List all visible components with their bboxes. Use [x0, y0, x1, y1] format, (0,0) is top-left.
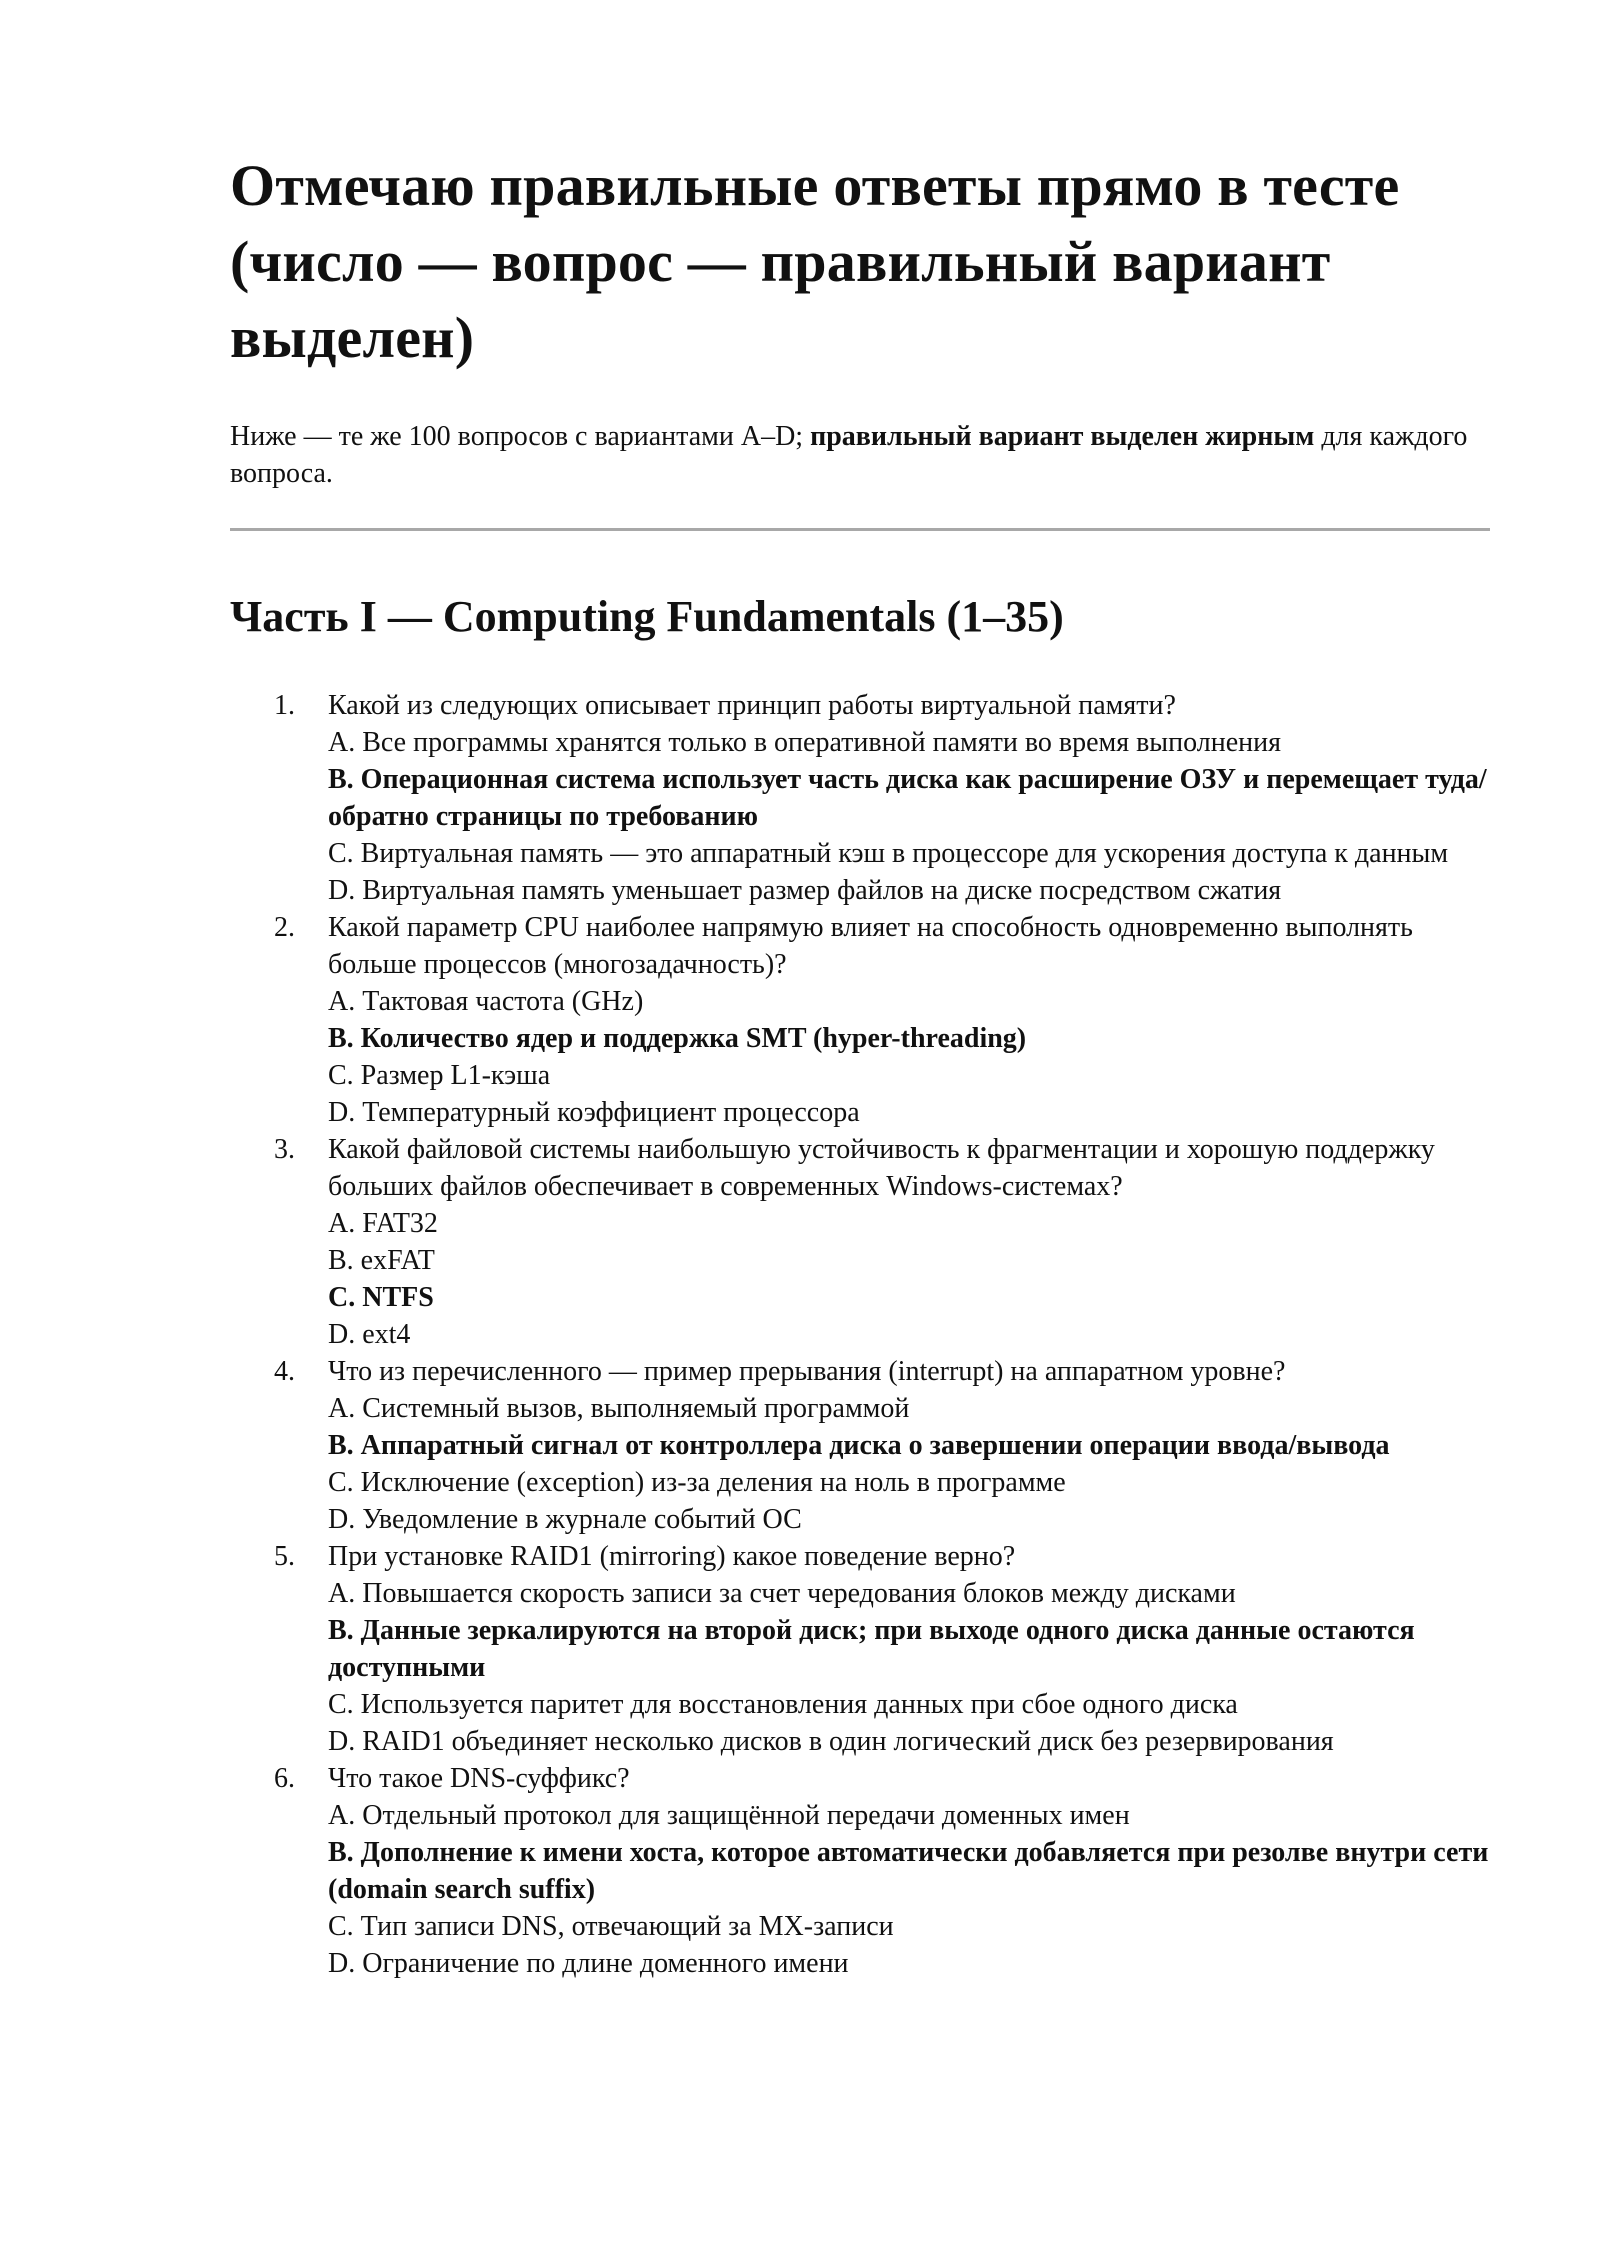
answer-option-correct: B. Дополнение к имени хоста, которое автоматически добавляется при резолве внутри сети (domain search suffix)	[328, 1837, 1489, 1905]
question-item	[230, 1760, 1490, 1982]
intro-text-end: для каждого вопроса.	[230, 421, 1468, 489]
intro-text: Ниже — те же 100 вопросов с вариантами A–D;	[230, 421, 811, 452]
question-text: При установке RAID1 (mirroring) какое поведение верно?	[328, 1541, 1016, 1572]
question-number: 2.	[274, 912, 295, 943]
answer-option: C. Тип записи DNS, отвечающий за MX-записи	[328, 1911, 894, 1942]
answer-option-correct: B. Данные зеркалируются на второй диск; при выходе одного диска данные остаются доступными	[328, 1615, 1415, 1683]
answer-option: D. Виртуальная память уменьшает размер файлов на диске посредством сжатия	[328, 875, 1282, 906]
question-text: Какой файловой системы наибольшую устойчивость к фрагментации и хорошую поддержку больших файлов обеспечивает в современных Windows-системах?	[328, 1134, 1435, 1202]
answer-option: D. Температурный коэффициент процессора	[328, 1097, 860, 1128]
intro-paragraph	[230, 418, 1490, 492]
answer-option-correct: B. Аппаратный сигнал от контроллера диска о завершении операции ввода/вывода	[328, 1430, 1390, 1461]
answer-option-correct: C. NTFS	[328, 1282, 434, 1313]
answer-option: C. Исключение (exception) из-за деления на ноль в программе	[328, 1467, 1066, 1498]
question-text: Какой параметр CPU наиболее напрямую влияет на способность одновременно выполнять больше процессов (многозадачность)?	[328, 912, 1413, 980]
answer-option: A. Повышается скорость записи за счет чередования блоков между дисками	[328, 1578, 1236, 1609]
question-text: Какой из следующих описывает принцип работы виртуальной памяти?	[328, 690, 1176, 721]
section-heading: Часть I — Computing Fundamentals (1–35)	[230, 592, 1064, 641]
question-number: 5.	[274, 1541, 295, 1572]
answer-option: D. RAID1 объединяет несколько дисков в один логический диск без резервирования	[328, 1726, 1334, 1757]
question-item	[230, 1131, 1490, 1353]
question-text: Что из перечисленного — пример прерывания (interrupt) на аппаратном уровне?	[328, 1356, 1286, 1387]
answer-option: D. Ограничение по длине доменного имени	[328, 1948, 849, 1979]
question-text: Что такое DNS-суффикс?	[328, 1763, 630, 1794]
question-item	[230, 1353, 1490, 1538]
question-item	[230, 687, 1490, 909]
answer-option: D. ext4	[328, 1319, 411, 1350]
answer-option: A. FAT32	[328, 1208, 438, 1239]
question-number: 1.	[274, 690, 295, 721]
answer-option: D. Уведомление в журнале событий ОС	[328, 1504, 802, 1535]
answer-option: A. Системный вызов, выполняемый программой	[328, 1393, 910, 1424]
answer-option: C. Размер L1-кэша	[328, 1060, 551, 1091]
horizontal-divider	[230, 528, 1490, 531]
question-number: 4.	[274, 1356, 295, 1387]
answer-option: C. Используется паритет для восстановления данных при сбое одного диска	[328, 1689, 1238, 1720]
document-title: Отмечаю правильные ответы прямо в тесте (число — вопрос — правильный вариант выделен)	[230, 153, 1400, 370]
question-item	[230, 909, 1490, 1131]
question-number: 6.	[274, 1763, 295, 1794]
answer-option: B. exFAT	[328, 1245, 435, 1276]
answer-option: A. Отдельный протокол для защищённой передачи доменных имен	[328, 1800, 1130, 1831]
answer-option: A. Все программы хранятся только в оперативной памяти во время выполнения	[328, 727, 1281, 758]
question-number: 3.	[274, 1134, 295, 1165]
question-item	[230, 1538, 1490, 1760]
intro-bold-text: правильный вариант выделен жирным	[810, 421, 1315, 452]
answer-option-correct: B. Количество ядер и поддержка SMT (hyper-threading)	[328, 1023, 1027, 1054]
answer-option: A. Тактовая частота (GHz)	[328, 986, 644, 1017]
answer-option: C. Виртуальная память — это аппаратный кэш в процессоре для ускорения доступа к данным	[328, 838, 1449, 869]
answer-option-correct: B. Операционная система использует часть диска как расширение ОЗУ и перемещает туда/обратно страницы по требованию	[328, 764, 1487, 832]
question-list	[230, 687, 1490, 1982]
